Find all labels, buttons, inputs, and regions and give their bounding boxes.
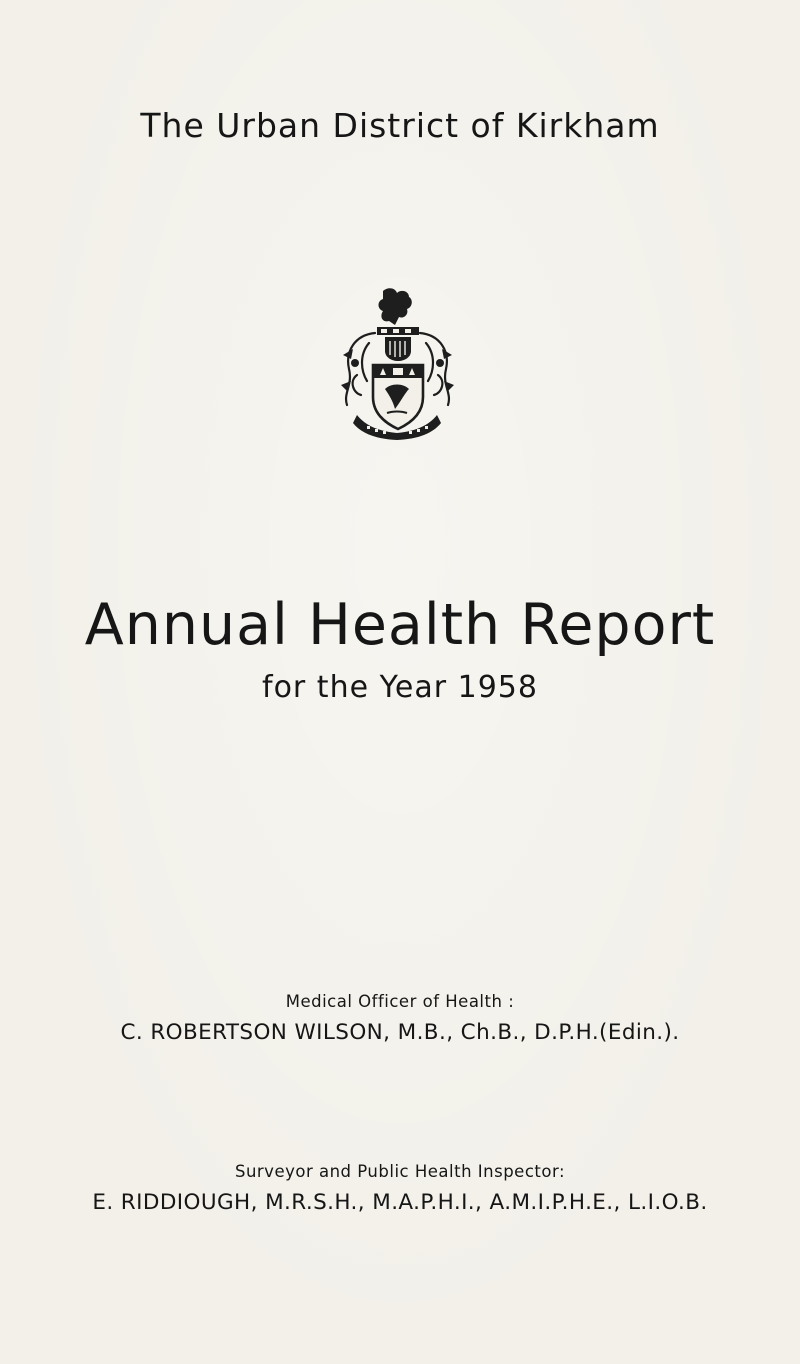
report-subtitle: for the Year 1958: [262, 670, 538, 705]
report-title: Annual Health Report: [84, 592, 716, 658]
page-title: The Urban District of Kirkham: [140, 106, 660, 145]
surveyor-role: Surveyor and Public Health Inspector:: [234, 1162, 566, 1181]
medical-officer-role: Medical Officer of Health :: [285, 992, 515, 1011]
medical-officer-name: C. ROBERTSON WILSON, M.B., Ch.B., D.P.H.(Edin.).: [120, 1020, 680, 1045]
surveyor-name: E. RIDDIOUGH, M.R.S.H., M.A.P.H.I., A.M.I.P.H.E., L.I.O.B.: [92, 1190, 708, 1215]
coat-of-arms-icon: [335, 285, 460, 440]
